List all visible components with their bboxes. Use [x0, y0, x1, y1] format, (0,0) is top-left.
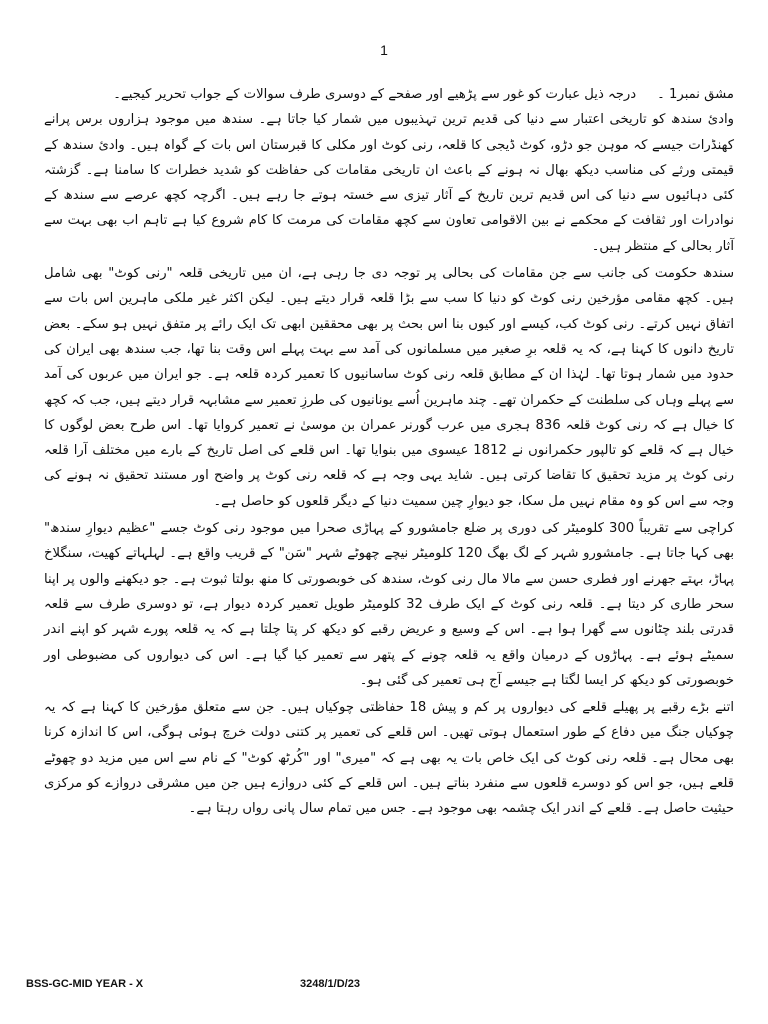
paragraph-4: اتنے بڑے رقبے پر پھیلے قلعے کی دیواروں پر کم و پیش 18 حفاظتی چوکیاں ہیں۔ جن سے متعلق مؤرخین کا کہنا ہے کہ یہ چوکیاں جنگ میں دفاع کے طور استعمال ہوتی تھیں۔ اس قلعے کی تعمیر پر کتنی دولت خرچ ہوئی ہوگی، اس کا اندازہ کرنا بھی محال ہے۔ قلعہ رنی کوٹ کی ایک خاص بات یہ بھی ہے کہ "میری" اور "کُرٹھ کوٹ" کے نام سے اس میں مزید دو چھوٹے قلعے ہیں، جو اس کو دوسرے قلعوں سے منفرد بناتے ہیں۔ اس قلعے کے کئی دروازے ہیں جن میں مشرقی دروازے کو مرکزی حیثیت حاصل ہے۔ قلعے کے اندر ایک چشمہ بھی موجود ہے۔ جس میں تمام سال پانی رواں رہتا ہے۔	[44, 700, 734, 817]
paragraph-1: وادیٔ سندھ کو تاریخی اعتبار سے دنیا کی قدیم ترین تہذیبوں میں شمار کیا جاتا ہے۔ سندھ میں موجود ہزاروں برس پرانے کھنڈرات جیسے کہ موہن جو دڑو، کوٹ ڈیجی کا قلعہ، رنی کوٹ اور مکلی کا قبرستان اس بات کے گواہ ہیں۔ وادیٔ سندھ کے قیمتی ورثے کی مناسب دیکھ بھال نہ ہونے کے باعث ان تاریخی مقامات کی حفاظت کو شدید خطرات کا سامنا ہے۔ گزشتہ کئی دہائیوں سے دنیا کی اس قدیم ترین تاریخ کے آثار تیزی سے خستہ ہوتے جا رہے ہیں۔ اگرچہ کچھ عرصے سے سندھ کے نوادرات اور ثقافت کے محکمے نے بین الاقوامی تعاون سے کچھ مقامات کی مرمت کا کام شروع کیا ہے تاہم اب بھی بہت سے آثار بحالی کے منتظر ہیں۔	[44, 112, 734, 254]
footer-paper-code: 3248/1/D/23	[300, 978, 360, 990]
footer-exam-code: BSS-GC-MID YEAR - X	[26, 978, 144, 990]
passage	[44, 82, 734, 824]
exercise-instruction: درجہ ذیل عبارت کو غور سے پڑھیے اور صفحے کے دوسری طرف سوالات کے جواب تحریر کیجیے۔	[113, 87, 637, 102]
paragraph-2: سندھ حکومت کی جانب سے جن مقامات کی بحالی پر توجہ دی جا رہی ہے، ان میں تاریخی قلعہ "رنی کوٹ" بھی شامل ہیں۔ کچھ مقامی مؤرخین رنی کوٹ کو دنیا کا سب سے بڑا قلعہ قرار دیتے ہیں۔ لیکن اکثر غیر ملکی ماہرین اس بات سے اتفاق نہیں کرتے۔ رنی کوٹ کب، کیسے اور کیوں بنا اس بحث پر بھی محققین ابھی تک ایک رائے پر متفق نہیں ہو سکے۔ بعض تاریخ دانوں کا کہنا ہے، کہ یہ قلعہ برِ صغیر میں مسلمانوں کی آمد سے بہت پہلے اس وقت بنا تھا، جب سندھ بھی ایران کی حدود میں شمار ہوتا تھا۔ لہٰذا ان کے مطابق قلعہ رنی کوٹ ساسانیوں کا تعمیر کردہ قلعہ ہے۔ جو ایران میں عربوں کی آمد سے پہلے وہاں کی سلطنت کے حکمران تھے۔ چند ماہرین اُسے یونانیوں کی طرزِ تعمیر سے مشابہہ قرار دیتے ہیں، جب کہ کچھ کا خیال ہے کہ رنی کوٹ قلعہ 836 ہجری میں عرب گورنر عمران بن موسیٰ نے تعمیر کروایا تھا۔ اس طرح بعض لوگوں کا خیال ہے کہ قلعے کو تالپور حکمرانوں نے 1812 عیسوی میں بنوایا تھا۔ اس قلعے کی اصل تاریخ کے بارے میں مختلف آرا قلعہ رنی کوٹ پر مزید تحقیق کا تقاضا کرتی ہیں۔ شاید یہی وجہ ہے کہ قلعہ رنی کوٹ پر واضح اور مستند تحقیق نہ ہونے کی وجہ سے اس کو وہ مقام نہیں مل سکا، جو دیوارِ چین سمیت دنیا کے دیگر قلعوں کو حاصل ہے۔	[44, 266, 734, 509]
paragraph-3: کراچی سے تقریباً 300 کلومیٹر کی دوری پر ضلع جامشورو کے پہاڑی صحرا میں موجود رنی کوٹ جسے "عظیم دیوارِ سندھ" بھی کہا جاتا ہے۔ جامشورو شہر کے لگ بھگ 120 کلومیٹر نیچے چھوٹے شہر "سَن" کے قریب واقع ہے۔ لہلہاتے کھیت، سنگلاخ پہاڑ، بہتے جھرنے اور فطری حسن سے مالا مال رنی کوٹ، سندھ کی خوبصورتی کا منھ بولتا ثبوت ہے۔ جو دیکھنے والوں پر اپنا سحر طاری کر دیتا ہے۔ قلعہ رنی کوٹ کے ایک طرف 32 کلومیٹر طویل تعمیر کردہ دیوار ہے، تو دوسری طرف سے قلعہ قدرتی بلند چٹانوں سے گھرا ہوا ہے۔ اس کے وسیع و عریض رقبے کو دیکھ کر پتا چلتا ہے کہ یہ قلعہ پورے شہر کو اپنے اندر سمیٹے ہوئے ہے۔ پہاڑوں کے درمیان واقع یہ قلعہ چونے کے پتھر سے تعمیر کیا گیا ہے۔ اس کی دیواروں کی مضبوطی اور خوبصورتی کو دیکھ کر ایسا لگتا ہے جیسے آج ہی تعمیر کی گئی ہو۔	[44, 521, 734, 688]
exercise-label: مشق نمبر1 ۔	[657, 87, 734, 102]
page-number: 1	[380, 42, 388, 58]
exercise-heading	[44, 82, 734, 107]
